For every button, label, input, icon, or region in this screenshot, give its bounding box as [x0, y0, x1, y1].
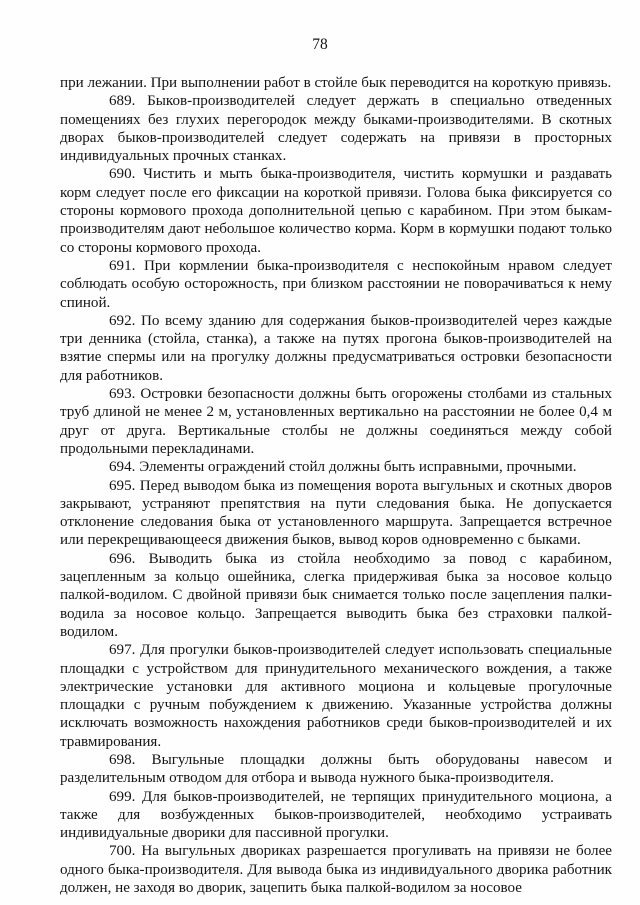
paragraph-698: 698. Выгульные площадки должны быть оборудованы навесом и разделительным отводом для отбора и вывода нужного быка-производителя. — [60, 751, 612, 787]
paragraph-689: 689. Быков-производителей следует держать в специально отведенных помещениях без глухих перегородок между быками-производителями. В скотных дворах быков-производителей следует содержать на привязи в просторных индивидуальных прочных станках. — [60, 93, 612, 165]
paragraph-696: 696. Выводить быка из стойла необходимо за повод с карабином, зацепленным за кольцо ошейника, слегка придерживая быка за носовое кольцо палкой-водилом. С двойной привязи бык снимается только после зацепления палки-водила за носовое кольцо. Запрещается выводить быка без страховки палкой-водилом. — [60, 550, 612, 640]
paragraph-690: 690. Чистить и мыть быка-производителя, чистить кормушки и раздавать корм следует после его фиксации на короткой привязи. Голова быка фиксируется со стороны кормового прохода дополнительной цепью с карабином. При этом быкам-производителям дают небольшое количество корма. Корм в кормушки подают только со стороны кормового прохода. — [60, 166, 612, 256]
paragraph-continuation: при лежании. При выполнении работ в стойле бык переводится на короткую привязь. — [60, 75, 612, 91]
paragraph-691: 691. При кормлении быка-производителя с неспокойным нравом следует соблюдать особую осторожность, при близком расстоянии не поворачиваться к нему спиной. — [60, 257, 612, 311]
document-body — [60, 74, 612, 897]
paragraph-693: 693. Островки безопасности должны быть огорожены столбами из стальных труб длиной не менее 2 м, установленных вертикально на расстоянии не более 0,4 м друг от друга. Вертикальные столбы не должны соединяться между собой продольными перекладинами. — [60, 386, 612, 457]
paragraph-697: 697. Для прогулки быков-производителей следует использовать специальные площадки с устройством для принудительного механического вождения, а также электрические установки для активного моциона и кольцевые прогулочные площадки с ручным побуждением к движению. Указанные устройства должны исключать возможность нахождения работников среди быков-производителей и их травмирования. — [60, 642, 612, 750]
paragraph-700: 700. На выгульных двориках разрешается прогуливать на привязи не более одного быка-производителя. Для вывода быка из индивидуального дворика работник должен, не заходя во дворик, зацепить быка палкой-водилом за носовое — [60, 843, 612, 897]
paragraph-695: 695. Перед выводом быка из помещения ворота выгульных и скотных дворов закрывают, устраняют препятствия на пути следования быка. Не допускается отклонение следования быка от установленного маршрута. Запрещается встречное или перекрещивающееся движения быков, вывод коров одновременно с быками. — [60, 477, 612, 549]
page-number: 78 — [312, 36, 328, 53]
paragraph-699: 699. Для быков-производителей, не терпящих принудительного моциона, а также для возбужденных быков-производителей, необходимо устраивать индивидуальные дворики для пассивной прогулки. — [60, 788, 612, 842]
paragraph-694: 694. Элементы ограждений стойл должны быть исправными, прочными. — [109, 459, 577, 476]
paragraph-692: 692. По всему зданию для содержания быков-производителей через каждые три денника (стойла, станка), а также на путях прогона быков-производителей на взятие спермы или на прогулку должны предусматриваться островки безопасности для работников. — [60, 312, 612, 384]
